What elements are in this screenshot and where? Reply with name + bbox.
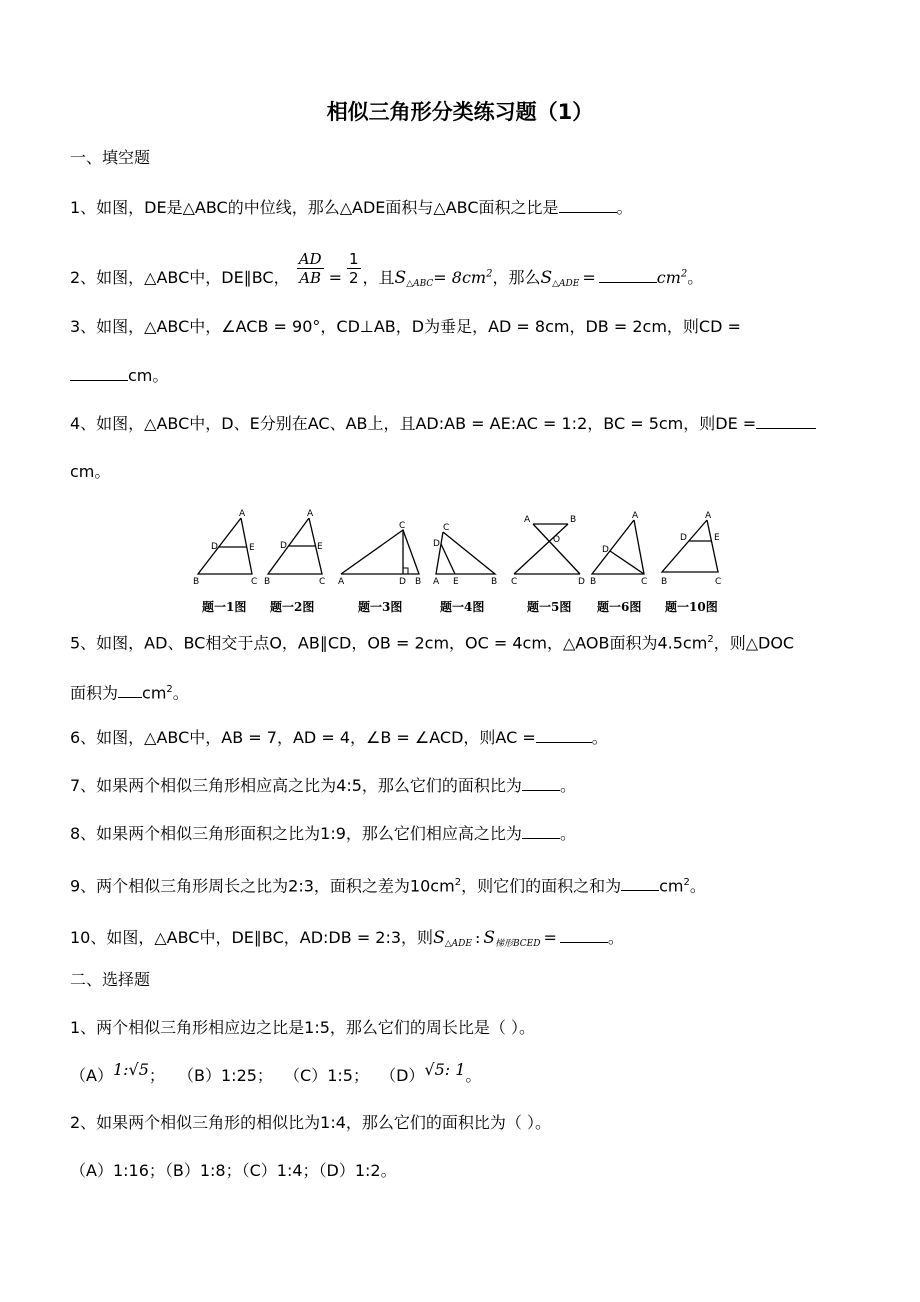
question-9: 9、两个相似三角形周长之比为2:3，面积之差为$10cm^2$，则它们的面积之和为 $cm^2$。	[70, 876, 706, 896]
svg-text:A: A	[433, 577, 440, 587]
question-3: 3、如图，△ABC中，∠ACB = 90°，CD⊥AB，D为垂足，AD = 8cm，DB = 2cm，则CD =	[70, 317, 741, 336]
answer-blank[interactable]	[522, 776, 560, 791]
section-multiple-choice: 二、选择题	[70, 970, 151, 989]
page-title: 相似三角形分类练习题（1）	[326, 100, 594, 124]
choice-1-options: （A）1:√5； （B）1:25； （C）1:5； （D）√5: 1。	[70, 1060, 482, 1085]
svg-text:A: A	[524, 515, 531, 525]
figure-caption: 题一4图	[440, 600, 485, 614]
section-fill-in: 一、填空题	[70, 148, 151, 167]
svg-text:D: D	[680, 533, 687, 543]
figure-caption: 题一3图	[358, 600, 403, 614]
question-2: 2、如图，△ABC中，DE∥BC， $\frac{AD}{AB}$ = $\frac{1}{2}$ ，且S△ABC= $8cm^2$，那么S△ADE = $cm^2$。	[70, 250, 704, 289]
svg-text:A: A	[632, 511, 639, 521]
answer-blank[interactable]	[559, 198, 617, 213]
fraction-ad-ab: $\frac{AD}{AB}$	[298, 250, 322, 287]
figure-caption: 题一10图	[665, 600, 718, 614]
choice-question-1: 1、两个相似三角形相应边之比是1:5，那么它们的周长比是（ ）。	[70, 1018, 536, 1037]
question-4: 4、如图，△ABC中，D、E分别在AC、AB上，且AD:AB = AE:AC = 1:2，BC = 5cm，则DE =	[70, 414, 816, 434]
question-7: 7、如果两个相似三角形相应高之比为4:5，那么它们的面积比为 。	[70, 776, 576, 795]
svg-text:B: B	[661, 577, 668, 587]
svg-text:C: C	[443, 523, 450, 533]
svg-text:A: A	[239, 509, 246, 519]
answer-blank[interactable]	[599, 268, 657, 283]
choice-question-2: 2、如果两个相似三角形的相似比为1:4，那么它们的面积比为（ ）。	[70, 1113, 552, 1132]
question-3-cont: cm。	[70, 366, 168, 386]
svg-text:E: E	[317, 542, 323, 552]
svg-text:C: C	[511, 577, 518, 587]
svg-text:D: D	[399, 577, 406, 587]
figure-1	[190, 508, 265, 588]
svg-text:C: C	[319, 577, 326, 587]
svg-text:D: D	[211, 542, 218, 552]
question-10: 10、如图，△ABC中，DE∥BC，AD:DB = 2:3，则S△ADE : S梯形BCED = 。	[70, 928, 624, 949]
figure-3	[335, 508, 435, 588]
figure-4	[433, 508, 503, 588]
fraction-one-half: $\frac{1}{2}$	[348, 250, 359, 287]
question-8: 8、如果两个相似三角形面积之比为1:9，那么它们相应高之比为 。	[70, 824, 576, 843]
svg-text:C: C	[715, 577, 722, 587]
svg-text:E: E	[714, 533, 720, 543]
svg-text:D: D	[433, 539, 440, 549]
svg-text:D: D	[280, 541, 287, 551]
answer-blank[interactable]	[522, 824, 560, 839]
figure-5	[508, 508, 586, 588]
svg-text:O: O	[553, 535, 561, 545]
svg-text:C: C	[399, 521, 406, 531]
answer-blank[interactable]	[621, 876, 659, 891]
svg-text:A: A	[307, 509, 314, 519]
figure-caption: 题一1图	[202, 600, 247, 614]
svg-text:E: E	[249, 543, 255, 553]
svg-text:B: B	[193, 577, 200, 587]
svg-text:D: D	[602, 545, 609, 555]
answer-blank[interactable]	[118, 683, 142, 698]
svg-text:D: D	[578, 577, 585, 587]
figure-2	[262, 508, 337, 588]
svg-text:B: B	[590, 577, 597, 587]
question-1: 1、如图，DE是△ABC的中位线，那么△ADE面积与△ABC面积之比是 。	[70, 198, 633, 217]
question-5: 5、如图，AD、BC相交于点O，AB∥CD，OB = 2cm，OC = 4cm，△AOB面积为$4.5cm^2$，则△DOC	[70, 633, 795, 653]
answer-blank[interactable]	[536, 728, 592, 743]
svg-text:C: C	[641, 577, 648, 587]
answer-blank[interactable]	[70, 366, 128, 381]
figure-6	[588, 508, 658, 588]
svg-text:B: B	[491, 577, 498, 587]
svg-text:C: C	[251, 577, 258, 587]
question-5-cont: 面积为 $cm^2$。	[70, 683, 189, 703]
choice-2-options: （A）1:16；（B）1:8；（C）1:4；（D）1:2。	[70, 1161, 397, 1180]
answer-blank[interactable]	[560, 928, 608, 943]
question-4-cont: cm。	[70, 462, 111, 481]
svg-text:B: B	[264, 577, 271, 587]
svg-text:B: B	[415, 577, 422, 587]
figure-caption: 题一6图	[597, 600, 642, 614]
svg-text:E: E	[453, 577, 459, 587]
figure-caption: 题一5图	[527, 600, 572, 614]
answer-blank[interactable]	[756, 414, 816, 429]
figures-row	[190, 508, 730, 618]
figure-10	[660, 508, 730, 588]
svg-text:A: A	[705, 511, 712, 521]
figure-caption: 题一2图	[270, 600, 315, 614]
svg-text:B: B	[570, 515, 577, 525]
svg-text:A: A	[338, 577, 345, 587]
question-6: 6、如图，△ABC中，AB = 7，AD = 4，∠B = ∠ACD，则AC = 。	[70, 728, 608, 747]
